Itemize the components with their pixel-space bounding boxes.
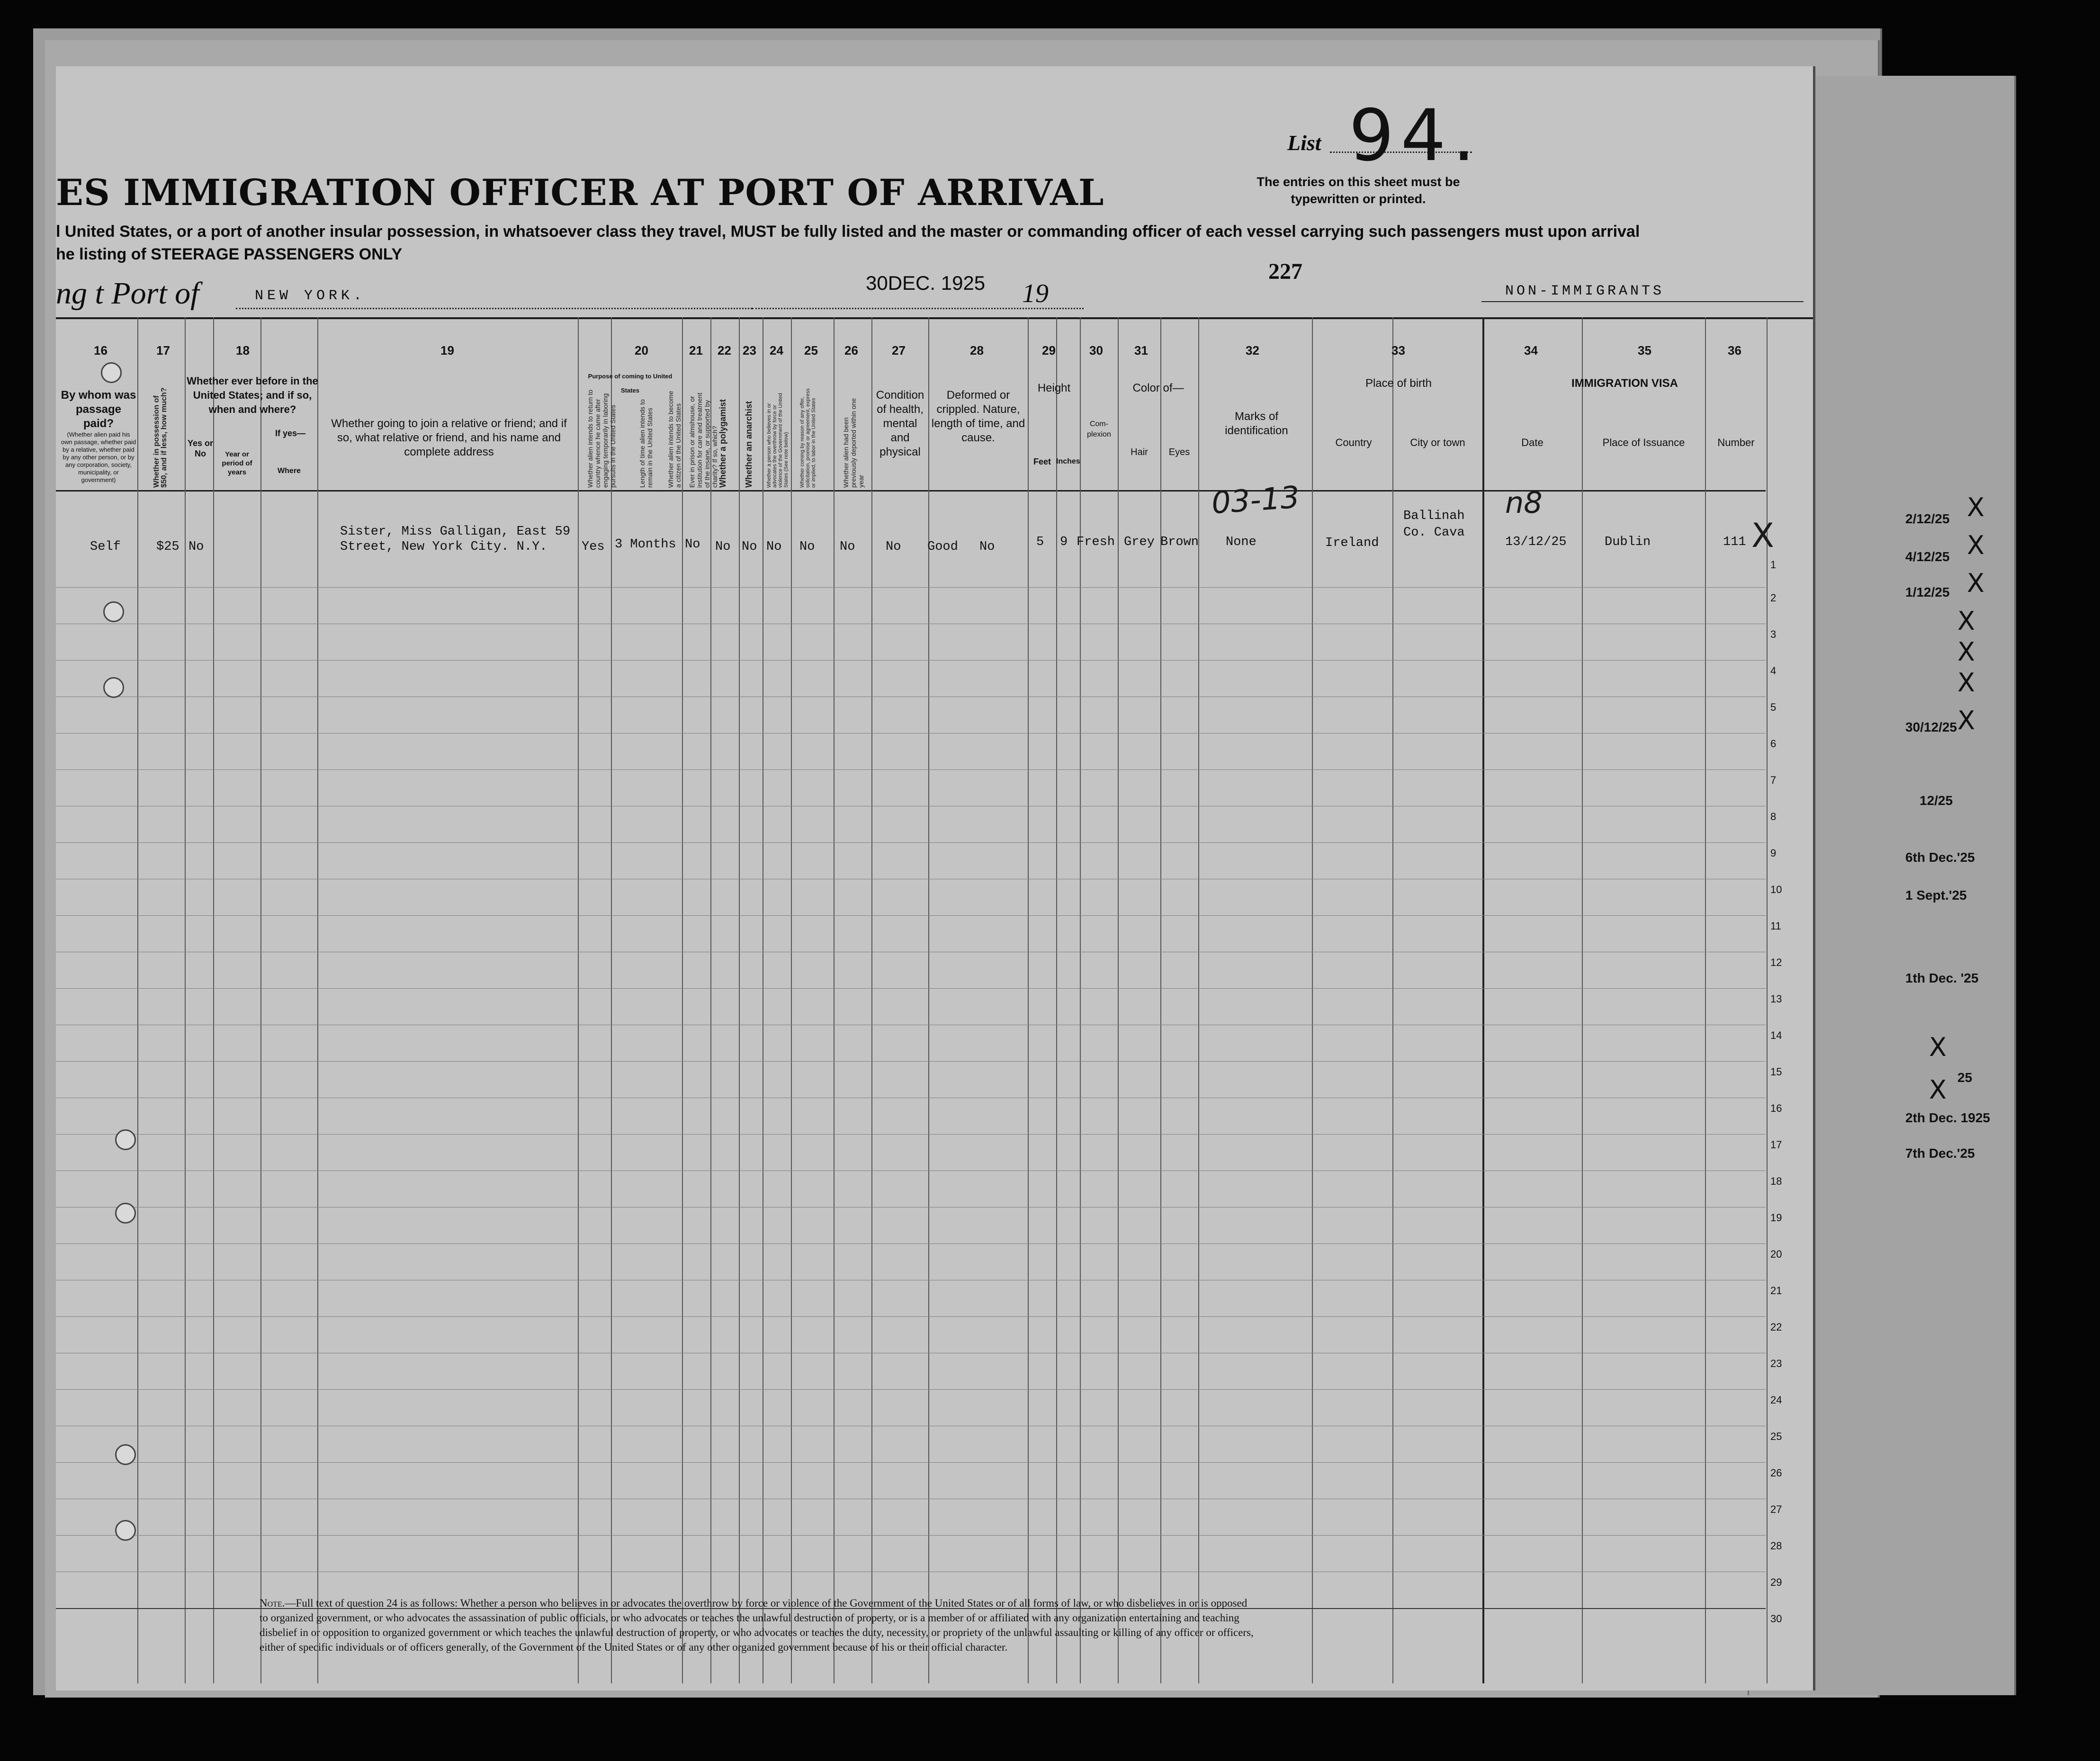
header-money: Whether in possession of $50, and if less, how much? [153,387,168,488]
check-mark-icon: X [1751,516,1774,555]
column-divider [834,317,835,1683]
row-number: 28 [1770,1540,1782,1552]
side-check-mark: X [1929,1032,1947,1062]
column-divider [739,317,740,1683]
side-check-mark: X [1967,568,1984,598]
column-number: 20 [635,343,648,358]
row-rule [56,1535,1766,1536]
row-number: 29 [1770,1576,1782,1588]
cell-feet: 5 [1036,535,1044,549]
port-line [236,308,752,309]
column-divider [137,317,138,1683]
side-check-mark: X [1929,1075,1947,1105]
binder-hole [101,362,122,383]
header-height: Height [1037,382,1071,394]
side-date: 7th Dec.'25 [1905,1146,1975,1161]
header-ever-before: Whether ever before in the United States; and if so, when and where? [187,375,318,415]
cell-city-line-1: Ballinah [1403,509,1465,523]
port-label: ng t Port of [56,276,199,311]
cell-visa-place: Dublin [1605,535,1651,549]
row-number: 7 [1770,774,1777,786]
column-number: 27 [892,343,906,358]
side-check-mark: X [1957,637,1975,667]
row-rule [56,915,1766,916]
column-divider [213,317,214,1683]
cell-become-citizen: No [685,537,700,552]
column-divider [1582,317,1583,1683]
page-title: ES IMMIGRATION OFFICER AT PORT OF ARRIVAL [56,171,1104,214]
header-immigration-visa: IMMIGRATION VISA [1571,377,1678,390]
row-rule [56,842,1766,843]
column-divider [1312,317,1313,1683]
side-check-mark: X [1957,606,1975,636]
binder-hole [115,1129,136,1150]
column-number: 29 [1042,343,1056,358]
cell-complexion: Fresh [1077,535,1115,549]
row-rule [56,587,1766,588]
column-divider [791,317,792,1683]
manifest-sheet [56,66,1815,1690]
row-number: 18 [1770,1175,1782,1187]
header-become-citizen: Whether alien intends to become a citizen of the United States [667,391,682,488]
row-number: 8 [1770,811,1777,822]
list-label: List [1287,131,1321,155]
row-number: 22 [1770,1321,1782,1333]
column-divider [1028,317,1029,1683]
header-passage-paid: By whom was passage paid? [61,389,136,430]
row-number: 17 [1770,1139,1782,1151]
side-check-mark: X [1957,706,1975,735]
column-divider [185,317,186,1683]
column-number: 31 [1134,343,1148,358]
side-date: 25 [1957,1070,1973,1085]
column-divider [928,317,929,1683]
binder-hole [115,1203,136,1224]
header-relative: Whether going to join a relative or friend; and if so, what relative or friend, and his name and complete address [331,417,567,458]
cell-anarchist: No [766,540,782,554]
row-number: 9 [1770,847,1777,859]
header-labor-offer: Whether coming by reason of any offer, solicitation, promise or agreement, express or implied, to labor in the United States [799,388,817,488]
row-number: 11 [1770,920,1781,932]
row-number: 25 [1770,1430,1782,1442]
intro-line-2: he listing of STEERAGE PASSENGERS ONLY [56,245,403,263]
side-check-mark: X [1957,668,1975,697]
column-divider [1705,317,1706,1683]
side-date: 4/12/25 [1905,549,1950,564]
header-visa-place: Place of Issuance [1602,437,1685,448]
date-stamp: 30DEC. 1925 [866,272,986,294]
side-check-mark: X [1967,530,1984,560]
side-date: 1/12/25 [1905,585,1950,599]
row-rule [56,1316,1766,1317]
header-color-of: Color of— [1132,382,1184,394]
side-date: 2/12/25 [1905,511,1950,526]
port-value: NEW YORK. [255,288,366,304]
column-number: 22 [718,343,731,358]
footnote-text: —Full text of question 24 is as follows: Whether a person who believes in or advocates the overthrow by force or violence of the Government of the United States or of all forms of law, or who disbelieves in or is opposed to organized government, or who advocates the assassination of public officials, or who advocates or teaches the unlawful destruction of property, or is a member of or affiliated with any organization entertaining and teaching disbelief in or opposition to organized government or which teaches the unlawful destruction of property, or who advocates or teaches the duty, necessity, or propriety of the unlawful assaulting or killing of any officer or officers, either of specific individuals or of officers generally, of the Government of the United States or of any other organized government because of his or their official character. [260,1597,1254,1653]
row-number: 23 [1770,1358,1782,1369]
column-divider [1392,317,1393,1683]
column-number: 17 [156,343,170,358]
binder-hole [115,1520,136,1541]
header-country: Country [1335,437,1372,448]
binder-hole [115,1444,136,1465]
column-divider [317,317,318,1683]
column-number: 28 [970,343,984,358]
column-number: 36 [1728,343,1741,358]
column-divider [611,317,612,1683]
column-number: 23 [743,343,756,358]
row-number: 20 [1770,1248,1782,1260]
header-visa-date: Date [1521,437,1544,448]
row-rule [56,1134,1766,1135]
cell-inches: 9 [1060,535,1068,549]
sheet-number: 227 [1268,259,1302,284]
header-return-intent: Whether alien intends to return to country whence he came after engaging temporarily in laboring pursuits in the United States [586,389,617,488]
header-prison: Ever in prison or almshouse, or institution for care and treatment of the insane, or supported by charity? If so, which? [688,393,718,488]
column-number: 18 [236,343,250,358]
cell-deformed: No [979,540,995,554]
header-year: Year or period of years [222,450,252,476]
row-number: 19 [1770,1212,1782,1224]
table-top-rule [56,317,1813,319]
cell-health: Good [927,540,958,554]
column-divider [1056,317,1057,1683]
list-number: 94. [1349,95,1482,177]
cell-city-line-2: Co. Cava [1403,526,1465,540]
cell-overthrow: No [799,540,815,554]
header-feet: Feet [1033,457,1051,466]
cell-ever-before: No [188,540,204,554]
header-overthrow: Whether a person who believes in or advocates the overthrow by force or violence of the Government of the United States (See note below) [766,393,789,488]
handwritten-date: n8 [1505,485,1543,520]
column-number: 24 [770,343,783,358]
header-passage-paid-note: (Whether alien paid his own passage, whether paid by a relative, whether paid by any other person, or by any corporation, society, municipality, or government) [61,431,136,483]
column-number: 16 [94,343,108,358]
column-divider [578,317,579,1683]
row-number: 16 [1770,1102,1782,1114]
side-date: 12/25 [1920,793,1953,808]
cell-relative-line-1: Sister, Miss Galligan, East 59 [340,525,571,539]
header-yes-no: Yes or No [187,438,214,458]
cell-relative-line-2: Street, New York City. N.Y. [340,540,547,554]
row-number: 3 [1770,628,1777,640]
cell-deported: No [886,540,901,554]
year-label: 19 [1022,279,1049,308]
header-inches: Inches [1056,457,1080,465]
cell-eyes: Brown [1160,535,1199,549]
side-date: 30/12/25 [1905,720,1957,734]
header-length-of-stay: Length of time alien intends to remain in the United States [638,399,654,488]
row-number: 10 [1770,884,1782,895]
row-number: 21 [1770,1285,1782,1296]
header-deported: Whether alien had been previously deported within one year [842,398,865,488]
header-marks: Marks of identification [1225,410,1288,437]
cell-marks: None [1226,535,1256,549]
header-place-of-birth: Place of birth [1365,377,1432,390]
column-divider [1160,317,1161,1683]
column-divider [1080,317,1081,1683]
classification: NON-IMMIGRANTS [1505,283,1665,299]
cell-length-of-stay: 3 Months [615,537,676,552]
column-divider [1118,317,1119,1683]
column-number: 34 [1524,343,1538,358]
side-date: 1th Dec. '25 [1905,971,1979,985]
row-number: 14 [1770,1029,1782,1041]
side-check-mark: X [1967,492,1984,522]
row-number: 24 [1770,1394,1782,1406]
cell-money: $25 [156,540,179,554]
header-purpose: Purpose of coming to United States [588,373,673,394]
footnote [260,1596,1254,1654]
classification-line [1481,301,1804,302]
header-polygamist: Whether a polygamist [718,399,727,488]
row-number: 6 [1770,738,1777,750]
row-number: 30 [1770,1613,1782,1625]
header-eyes: Eyes [1168,447,1190,457]
binder-hole [103,601,124,622]
cell-return-intent: Yes [582,540,605,554]
header-visa-number: Number [1717,437,1755,448]
column-number: 32 [1246,343,1259,358]
header-where: Where [278,467,301,475]
header-if-yes: If yes— [275,429,306,438]
header-anarchist: Whether an anarchist [744,401,754,488]
row-number: 13 [1770,993,1782,1005]
cell-prison: No [715,540,731,554]
footnote-label: Note. [260,1597,285,1609]
column-number: 33 [1391,343,1405,358]
column-divider [1198,317,1199,1683]
cell-country: Ireland [1325,536,1379,550]
side-date: 2th Dec. 1925 [1905,1110,1990,1125]
row-number: 15 [1770,1066,1782,1078]
row-rule [56,660,1766,661]
side-date: 1 Sept.'25 [1905,888,1967,903]
row-number: 12 [1770,956,1782,968]
column-divider [710,317,711,1683]
row-number: 2 [1770,592,1777,604]
column-number: 35 [1638,343,1651,358]
binder-hole [103,677,124,698]
header-health: Condition of health, mental and physical [876,389,924,458]
column-number: 25 [804,343,818,358]
row-rule [56,1389,1766,1390]
row-number: 5 [1770,701,1777,713]
column-divider [1482,317,1484,1683]
cell-hair: Grey [1124,535,1155,549]
entries-note: The entries on this sheet must be typewritten or printed. [1256,175,1460,206]
cell-visa-date: 13/12/25 [1505,535,1567,549]
cell-labor-offer: No [840,540,855,554]
header-complexion: Com-plexion [1087,420,1111,438]
column-number: 30 [1089,343,1103,358]
row-rule [56,769,1766,770]
header-city: City or town [1410,437,1465,448]
column-number: 26 [844,343,858,358]
column-number: 21 [689,343,703,358]
column-divider [260,317,261,1683]
handwritten-marks: 03-13 [1210,480,1301,521]
column-divider [871,317,872,1683]
cell-passage-paid: Self [90,540,121,554]
cell-visa-number: 111 [1723,535,1746,549]
cell-polygamist: No [742,540,757,554]
header-hair: Hair [1131,447,1148,457]
row-rule [56,1462,1766,1463]
row-number: 27 [1770,1503,1782,1515]
header-deformed: Deformed or crippled. Nature, length of time, and cause. [931,389,1025,444]
column-number: 19 [440,343,454,358]
row-rule [56,1243,1766,1244]
row-rule [56,988,1766,989]
side-date: 6th Dec.'25 [1905,850,1975,865]
intro-line-1: l United States, or a port of another insular possession, in whatsoever class they travel, MUST be fully listed and the master or commanding officer of each vessel carrying such passengers must upon arrival [56,223,1640,241]
row-rule [56,1061,1766,1062]
column-divider [682,317,683,1683]
row-number: 1 [1770,559,1777,571]
row-number: 26 [1770,1467,1782,1479]
row-number: 4 [1770,665,1777,677]
